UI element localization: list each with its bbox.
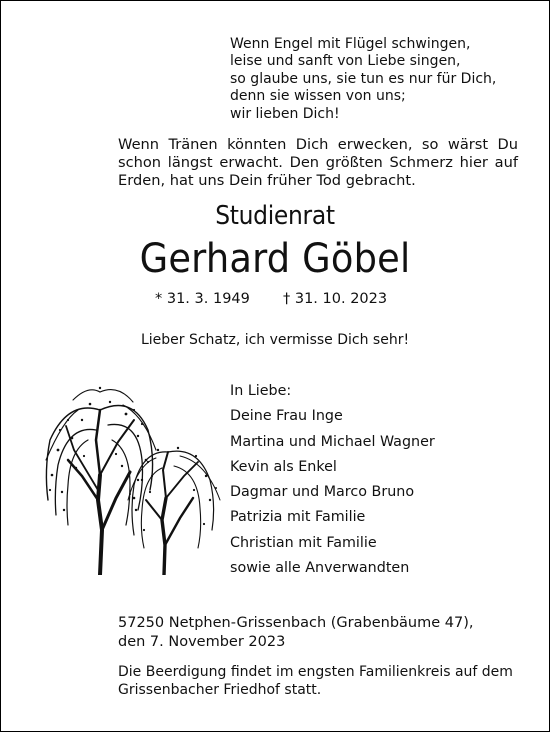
mourner-entry: Dagmar und Marco Bruno (230, 484, 415, 501)
funeral-notice: Die Beerdigung findet im engsten Familienkreis auf dem Grissenbacher Friedhof statt. (118, 664, 513, 698)
mourner-entry: Martina und Michael Wagner (230, 433, 435, 450)
mourner-entry: Patrizia mit Familie (230, 509, 366, 526)
poem-line: denn sie wissen von uns; (230, 88, 406, 105)
deceased-name: Gerhard Göbel (139, 236, 411, 282)
mourners-heading: In Liebe: (230, 383, 292, 399)
death-date: † 31. 10. 2023 (283, 291, 388, 307)
poem (230, 36, 496, 123)
intro-text: Wenn Tränen könnten Dich erwecken, so wärst Du schon längst erwacht. Den größten Schmerz hier auf Erden, hat uns Dein früher Tod gebracht. (118, 136, 518, 189)
location-date: den 7. November 2023 (118, 634, 286, 650)
mourner-entry: Deine Frau Inge (230, 408, 343, 425)
birth-date: * 31. 3. 1949 (155, 291, 250, 307)
location-block (118, 614, 473, 652)
location-place: 57250 Netphen-Grissenbach (Grabenbäume 47), (118, 615, 474, 631)
poem-line: so glaube uns, sie tun es nur für Dich, (230, 70, 497, 87)
mourners-list (230, 379, 435, 581)
mourner-entry: Kevin als Enkel (230, 458, 337, 475)
two-trees-icon (38, 380, 228, 575)
poem-line: wir lieben Dich! (230, 105, 340, 122)
deceased-title: Studienrat (215, 201, 335, 231)
poem-line: Wenn Engel mit Flügel schwingen, (230, 36, 471, 52)
personal-quote: Lieber Schatz, ich vermisse Dich sehr! (140, 332, 410, 348)
mourner-entry: Christian mit Familie (230, 534, 377, 551)
poem-line: leise und sanft von Liebe singen, (230, 53, 461, 70)
mourner-entry: sowie alle Anverwandten (230, 560, 410, 577)
intro-paragraph (118, 136, 518, 190)
